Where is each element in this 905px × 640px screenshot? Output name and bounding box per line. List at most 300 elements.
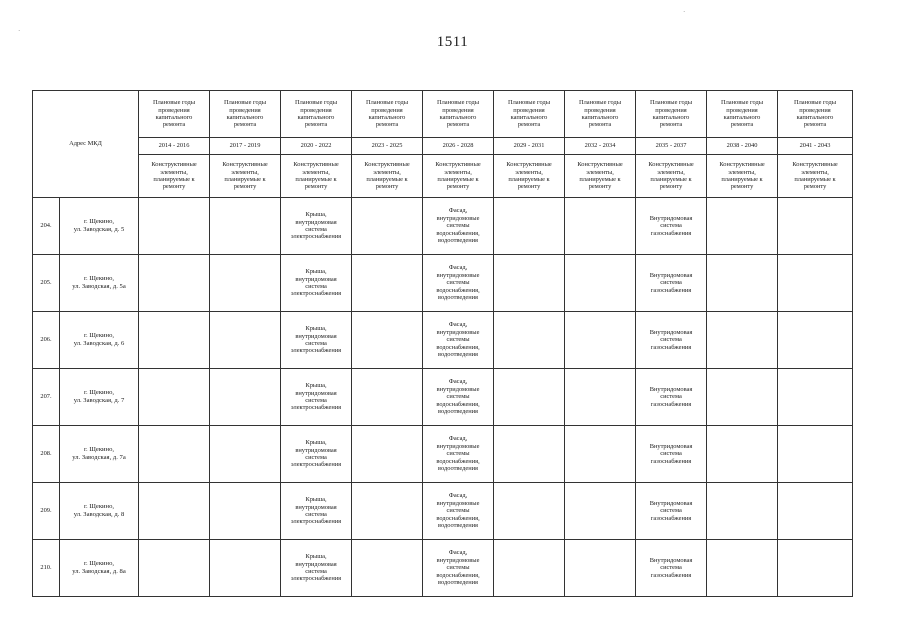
period-elements-line: Конструктивные [435, 161, 481, 169]
table-row [33, 540, 853, 597]
repair-elements-cell [352, 426, 423, 483]
period-title [707, 91, 778, 138]
repair-elements-cell [139, 369, 210, 426]
repair-elements-cell-line: системы [446, 450, 470, 458]
repair-elements-cell [565, 255, 636, 312]
address-line: ул. Заводская, д. 8 [73, 511, 125, 518]
repair-elements-cell-line: системы [446, 507, 470, 515]
repair-elements-cell-line: водоотведения [438, 408, 478, 416]
repair-elements-cell [636, 312, 707, 369]
period-elements [636, 155, 707, 198]
period-title-line: ремонта [517, 121, 541, 129]
repair-elements-cell-line: Крыша, [305, 268, 327, 276]
table-row [33, 312, 853, 369]
period-elements-line: ремонту [233, 183, 257, 191]
period-title-line: проведения [300, 106, 332, 114]
repair-elements-cell [352, 369, 423, 426]
period-title [778, 91, 853, 138]
repair-elements-cell [494, 198, 565, 255]
repair-elements-cell [281, 540, 352, 597]
repair-elements-cell [636, 483, 707, 540]
building-address [60, 198, 139, 255]
repair-elements-cell-line: система [660, 507, 682, 515]
address-line: ул. Заводская, д. 5а [72, 283, 126, 290]
repair-elements-cell-line: водоснабжения, [436, 514, 480, 522]
repair-elements-cell-line: электроснабжения [290, 575, 342, 583]
period-title-line: Плановые годы [794, 99, 837, 107]
repair-elements-cell-line: Крыша, [305, 496, 327, 504]
period-elements-line: Конструктивные [792, 161, 838, 169]
repair-elements-cell [494, 369, 565, 426]
repair-elements-cell [636, 369, 707, 426]
row-number: 209. [33, 483, 60, 540]
period-title-line: Плановые годы [650, 99, 693, 107]
period-title-line: капитального [723, 114, 761, 121]
period-elements-line: Конструктивные [293, 161, 339, 169]
repair-elements-cell-line: внутридомовые [436, 328, 480, 336]
repair-elements-cell [636, 426, 707, 483]
repair-elements-cell [139, 198, 210, 255]
period-elements [494, 155, 565, 198]
period-years: 2038 - 2040 [707, 138, 778, 155]
repair-elements-cell [423, 255, 494, 312]
address-line: г. Щекино, [83, 446, 115, 453]
repair-elements-cell-line: система [305, 511, 327, 518]
period-years: 2029 - 2031 [494, 138, 565, 155]
period-title-line: ремонта [446, 121, 470, 129]
repair-elements-cell-line: водоснабжения, [436, 343, 480, 351]
period-title-line: Плановые годы [153, 99, 196, 107]
period-title-line: ремонта [162, 121, 186, 129]
building-address [60, 483, 139, 540]
repair-elements-cell-line: газоснабжения [650, 514, 692, 522]
repair-elements-cell [494, 426, 565, 483]
repair-elements-cell [352, 255, 423, 312]
period-title-line: капитального [796, 114, 834, 121]
repair-elements-cell-line: Фасад, [448, 549, 468, 557]
repair-elements-cell-line: Внутридомовая [649, 556, 693, 564]
period-elements-line: планируемые к [794, 176, 836, 183]
period-elements-line: планируемые к [650, 176, 692, 183]
period-title-line: Плановые годы [366, 99, 409, 107]
repair-elements-cell-line: водоотведения [438, 237, 478, 245]
repair-elements-cell [778, 426, 853, 483]
repair-elements-cell-line: газоснабжения [650, 343, 692, 351]
repair-elements-cell [139, 540, 210, 597]
repair-elements-cell-line: водоснабжения, [436, 400, 480, 408]
building-address [60, 369, 139, 426]
table-row [33, 369, 853, 426]
period-elements-line: элементы, [373, 168, 401, 176]
period-elements-line: планируемые к [153, 176, 195, 183]
repair-elements-cell-line: Фасад, [448, 492, 468, 500]
period-title [352, 91, 423, 138]
repair-elements-cell [281, 369, 352, 426]
period-title-line: Плановые годы [224, 99, 267, 107]
period-elements-line: ремонту [162, 183, 186, 191]
period-title-line: Плановые годы [437, 99, 480, 107]
address-header: Адрес МКД [33, 91, 139, 198]
repair-elements-cell [210, 369, 281, 426]
period-elements [281, 155, 352, 198]
repair-elements-cell [636, 198, 707, 255]
repair-elements-cell [210, 198, 281, 255]
period-elements-line: ремонту [304, 183, 328, 191]
repair-elements-cell-line: система [305, 568, 327, 575]
repair-elements-cell-line: Фасад, [448, 435, 468, 443]
period-title [636, 91, 707, 138]
period-title-line: проведения [799, 106, 831, 114]
repair-elements-cell-line: внутридомовые [436, 214, 480, 222]
building-address [60, 255, 139, 312]
period-years: 2020 - 2022 [281, 138, 352, 155]
repair-schedule-table [32, 90, 853, 597]
repair-elements-cell-line: Внутридомовая [649, 442, 693, 450]
repair-elements-cell-line: газоснабжения [650, 571, 692, 579]
period-elements [707, 155, 778, 198]
repair-elements-cell-line: система [660, 222, 682, 230]
period-title-line: ремонта [588, 121, 612, 129]
repair-elements-cell-line: Крыша, [305, 553, 327, 561]
table-row [33, 198, 853, 255]
repair-elements-cell-line: системы [446, 222, 470, 230]
period-elements [423, 155, 494, 198]
period-title-line: Плановые годы [295, 99, 338, 107]
repair-elements-cell [281, 312, 352, 369]
repair-elements-cell-line: электроснабжения [290, 347, 342, 355]
period-title-line: проведения [158, 106, 190, 114]
period-elements-line: элементы, [231, 168, 259, 176]
repair-elements-cell [210, 483, 281, 540]
period-elements-line: планируемые к [721, 176, 763, 183]
period-title [565, 91, 636, 138]
address-line: г. Щекино, [83, 389, 115, 396]
period-elements-line: элементы, [302, 168, 330, 176]
period-years: 2026 - 2028 [423, 138, 494, 155]
repair-elements-cell-line: Фасад, [448, 264, 468, 272]
address-line: г. Щекино, [83, 332, 115, 339]
row-number: 205. [33, 255, 60, 312]
repair-elements-cell [281, 483, 352, 540]
repair-elements-cell-line: Фасад, [448, 207, 468, 215]
building-address [60, 312, 139, 369]
repair-elements-cell-line: электроснабжения [290, 233, 342, 241]
period-title-line: ремонта [803, 121, 827, 129]
address-line: ул. Заводская, д. 8а [72, 568, 126, 575]
period-elements-line: планируемые к [437, 176, 479, 183]
table-row [33, 255, 853, 312]
repair-elements-cell [707, 369, 778, 426]
repair-elements-cell-line: водоснабжения, [436, 286, 480, 294]
period-elements [210, 155, 281, 198]
address-line: г. Щекино, [83, 560, 115, 567]
period-elements-line: планируемые к [579, 176, 621, 183]
repair-elements-cell [565, 198, 636, 255]
period-years: 2041 - 2043 [778, 138, 853, 155]
repair-elements-cell-line: системы [446, 393, 470, 401]
period-elements-line: Конструктивные [222, 161, 268, 169]
repair-elements-cell-line: внутридомовая [295, 503, 337, 511]
repair-elements-cell [778, 198, 853, 255]
repair-elements-cell-line: электроснабжения [290, 461, 342, 469]
repair-elements-cell-line: Крыша, [305, 211, 327, 219]
period-title-line: капитального [368, 114, 406, 121]
repair-elements-cell [778, 540, 853, 597]
period-elements-line: Конструктивные [719, 161, 765, 169]
repair-elements-cell-line: газоснабжения [650, 286, 692, 294]
repair-elements-cell [139, 483, 210, 540]
period-title-line: проведения [726, 106, 758, 114]
period-title-line: капитального [155, 114, 193, 121]
period-elements-line: элементы, [728, 168, 756, 176]
repair-elements-cell [636, 540, 707, 597]
repair-elements-cell [210, 255, 281, 312]
period-years: 2032 - 2034 [565, 138, 636, 155]
header-row-titles [33, 91, 853, 138]
period-title-line: проведения [371, 106, 403, 114]
address-line: г. Щекино, [83, 275, 115, 282]
repair-elements-cell [707, 540, 778, 597]
repair-elements-cell [352, 540, 423, 597]
repair-elements-cell [565, 426, 636, 483]
period-elements-line: элементы, [515, 168, 543, 176]
repair-elements-cell-line: Крыша, [305, 439, 327, 447]
address-line: ул. Заводская, д. 7 [73, 397, 125, 404]
period-elements-line: ремонту [375, 183, 399, 191]
repair-elements-cell [281, 255, 352, 312]
period-title-line: Плановые годы [721, 99, 764, 107]
repair-elements-cell [778, 369, 853, 426]
period-elements [352, 155, 423, 198]
period-elements-line: ремонту [446, 183, 470, 191]
period-title-line: капитального [510, 114, 548, 121]
address-line: ул. Заводская, д. 6 [73, 340, 125, 347]
repair-elements-cell [210, 312, 281, 369]
period-elements-line: Конструктивные [648, 161, 694, 169]
repair-elements-cell-line: система [660, 564, 682, 572]
page-number: 1511 [436, 34, 469, 50]
repair-elements-cell [707, 255, 778, 312]
repair-elements-cell [494, 255, 565, 312]
header-row-years [33, 138, 853, 155]
period-title [281, 91, 352, 138]
repair-elements-cell-line: система [660, 336, 682, 344]
period-elements-line: элементы, [657, 168, 685, 176]
repair-elements-cell [423, 312, 494, 369]
period-elements-line: ремонту [730, 183, 754, 191]
period-elements-line: элементы, [801, 168, 829, 176]
repair-elements-cell-line: системы [446, 564, 470, 572]
repair-elements-cell [707, 426, 778, 483]
period-elements-line: элементы, [586, 168, 614, 176]
period-elements-line: планируемые к [508, 176, 550, 183]
period-elements [778, 155, 853, 198]
row-number: 206. [33, 312, 60, 369]
period-elements-line: Конструктивные [151, 161, 197, 169]
repair-elements-cell [423, 483, 494, 540]
repair-elements-cell-line: внутридомовая [295, 332, 337, 340]
repair-elements-cell-line: электроснабжения [290, 290, 342, 298]
repair-elements-cell [494, 312, 565, 369]
row-number: 207. [33, 369, 60, 426]
repair-elements-cell-line: водоотведения [438, 579, 478, 587]
period-years: 2023 - 2025 [352, 138, 423, 155]
period-title-line: ремонта [304, 121, 328, 129]
period-title-line: капитального [439, 114, 477, 121]
repair-elements-cell [636, 255, 707, 312]
period-elements-line: планируемые к [366, 176, 408, 183]
repair-elements-cell [423, 426, 494, 483]
repair-elements-cell [210, 540, 281, 597]
repair-elements-cell [778, 312, 853, 369]
repair-elements-cell [139, 312, 210, 369]
repair-elements-cell-line: система [660, 450, 682, 458]
repair-elements-cell-line: водоотведения [438, 522, 478, 530]
row-number: 208. [33, 426, 60, 483]
repair-elements-cell-line: Фасад, [448, 321, 468, 329]
period-years: 2035 - 2037 [636, 138, 707, 155]
repair-elements-cell [707, 483, 778, 540]
repair-elements-cell-line: внутридомовая [295, 560, 337, 568]
period-elements-line: ремонту [588, 183, 612, 191]
repair-elements-cell-line: система [305, 454, 327, 461]
repair-elements-cell-line: электроснабжения [290, 518, 342, 526]
repair-elements-cell-line: Фасад, [448, 378, 468, 386]
repair-elements-cell-line: система [305, 397, 327, 404]
repair-elements-cell [707, 198, 778, 255]
repair-elements-cell-line: водоотведения [438, 294, 478, 302]
period-elements-line: Конструктивные [506, 161, 552, 169]
repair-elements-cell [352, 198, 423, 255]
repair-elements-cell [352, 312, 423, 369]
repair-elements-cell [565, 540, 636, 597]
repair-elements-cell-line: электроснабжения [290, 404, 342, 412]
repair-elements-cell [707, 312, 778, 369]
repair-elements-cell-line: внутридомовая [295, 446, 337, 454]
period-elements-line: Конструктивные [577, 161, 623, 169]
period-title-line: ремонта [659, 121, 683, 129]
period-title-line: капитального [581, 114, 619, 121]
period-title-line: капитального [226, 114, 264, 121]
repair-elements-cell [281, 198, 352, 255]
period-title-line: Плановые годы [579, 99, 622, 107]
repair-elements-cell-line: Внутридомовая [649, 499, 693, 507]
period-elements-line: элементы, [444, 168, 472, 176]
header-row-elements [33, 155, 853, 198]
period-title-line: ремонта [375, 121, 399, 129]
repair-elements-cell-line: внутридомовые [436, 271, 480, 279]
period-title-line: Плановые годы [508, 99, 551, 107]
repair-elements-cell-line: водоотведения [438, 351, 478, 359]
repair-elements-cell-line: система [305, 226, 327, 233]
repair-elements-cell [494, 483, 565, 540]
period-years: 2014 - 2016 [139, 138, 210, 155]
period-elements [565, 155, 636, 198]
repair-elements-cell [210, 426, 281, 483]
repair-elements-cell-line: внутридомовые [436, 385, 480, 393]
scan-speck: · [683, 8, 686, 16]
building-address [60, 426, 139, 483]
repair-elements-cell-line: газоснабжения [650, 457, 692, 465]
address-line: г. Щекино, [83, 503, 115, 510]
repair-elements-cell [281, 426, 352, 483]
period-title-line: капитального [297, 114, 335, 121]
repair-elements-cell-line: внутридомовая [295, 275, 337, 283]
period-title-line: проведения [442, 106, 474, 114]
period-title-line: проведения [229, 106, 261, 114]
repair-elements-cell [139, 255, 210, 312]
period-elements-line: планируемые к [224, 176, 266, 183]
repair-elements-cell-line: система [305, 340, 327, 347]
repair-elements-cell-line: системы [446, 279, 470, 287]
period-elements-line: ремонту [659, 183, 683, 191]
repair-elements-cell-line: газоснабжения [650, 229, 692, 237]
period-title [139, 91, 210, 138]
repair-elements-cell-line: системы [446, 336, 470, 344]
period-years: 2017 - 2019 [210, 138, 281, 155]
period-title [423, 91, 494, 138]
table-row [33, 483, 853, 540]
period-elements-line: ремонту [803, 183, 827, 191]
period-title-line: проведения [513, 106, 545, 114]
period-title [210, 91, 281, 138]
repair-elements-cell-line: внутридомовая [295, 218, 337, 226]
period-title-line: проведения [584, 106, 616, 114]
repair-elements-cell [423, 540, 494, 597]
row-number: 210. [33, 540, 60, 597]
repair-elements-cell-line: система [660, 279, 682, 287]
repair-elements-cell-line: система [305, 283, 327, 290]
repair-elements-cell [352, 483, 423, 540]
repair-elements-cell [778, 255, 853, 312]
repair-elements-cell [565, 312, 636, 369]
address-line: ул. Заводская, д. 5 [73, 226, 125, 233]
repair-elements-cell-line: Внутридомовая [649, 385, 693, 393]
repair-elements-cell [423, 369, 494, 426]
repair-elements-cell-line: внутридомовая [295, 389, 337, 397]
period-elements [139, 155, 210, 198]
repair-elements-cell-line: внутридомовые [436, 556, 480, 564]
repair-elements-cell [778, 483, 853, 540]
repair-elements-cell-line: водоснабжения, [436, 571, 480, 579]
repair-elements-cell-line: Внутридомовая [649, 271, 693, 279]
repair-elements-cell-line: Крыша, [305, 325, 327, 333]
repair-elements-cell-line: система [660, 393, 682, 401]
repair-elements-cell-line: водоснабжения, [436, 229, 480, 237]
period-title-line: проведения [655, 106, 687, 114]
period-title-line: ремонта [730, 121, 754, 129]
repair-elements-cell [565, 483, 636, 540]
repair-elements-cell-line: Внутридомовая [649, 328, 693, 336]
table-row [33, 426, 853, 483]
address-line: г. Щекино, [83, 218, 115, 225]
repair-elements-cell-line: Крыша, [305, 382, 327, 390]
period-title-line: капитального [652, 114, 690, 121]
building-address [60, 540, 139, 597]
period-title-line: ремонта [233, 121, 257, 129]
repair-elements-cell-line: внутридомовые [436, 442, 480, 450]
repair-elements-cell-line: газоснабжения [650, 400, 692, 408]
period-elements-line: ремонту [517, 183, 541, 191]
repair-elements-cell-line: водоотведения [438, 465, 478, 473]
table-body [33, 91, 853, 597]
repair-elements-cell [565, 369, 636, 426]
period-elements-line: планируемые к [295, 176, 337, 183]
repair-elements-cell-line: внутридомовые [436, 499, 480, 507]
scan-speck: · [18, 27, 21, 35]
repair-elements-cell-line: Внутридомовая [649, 214, 693, 222]
period-elements-line: Конструктивные [364, 161, 410, 169]
